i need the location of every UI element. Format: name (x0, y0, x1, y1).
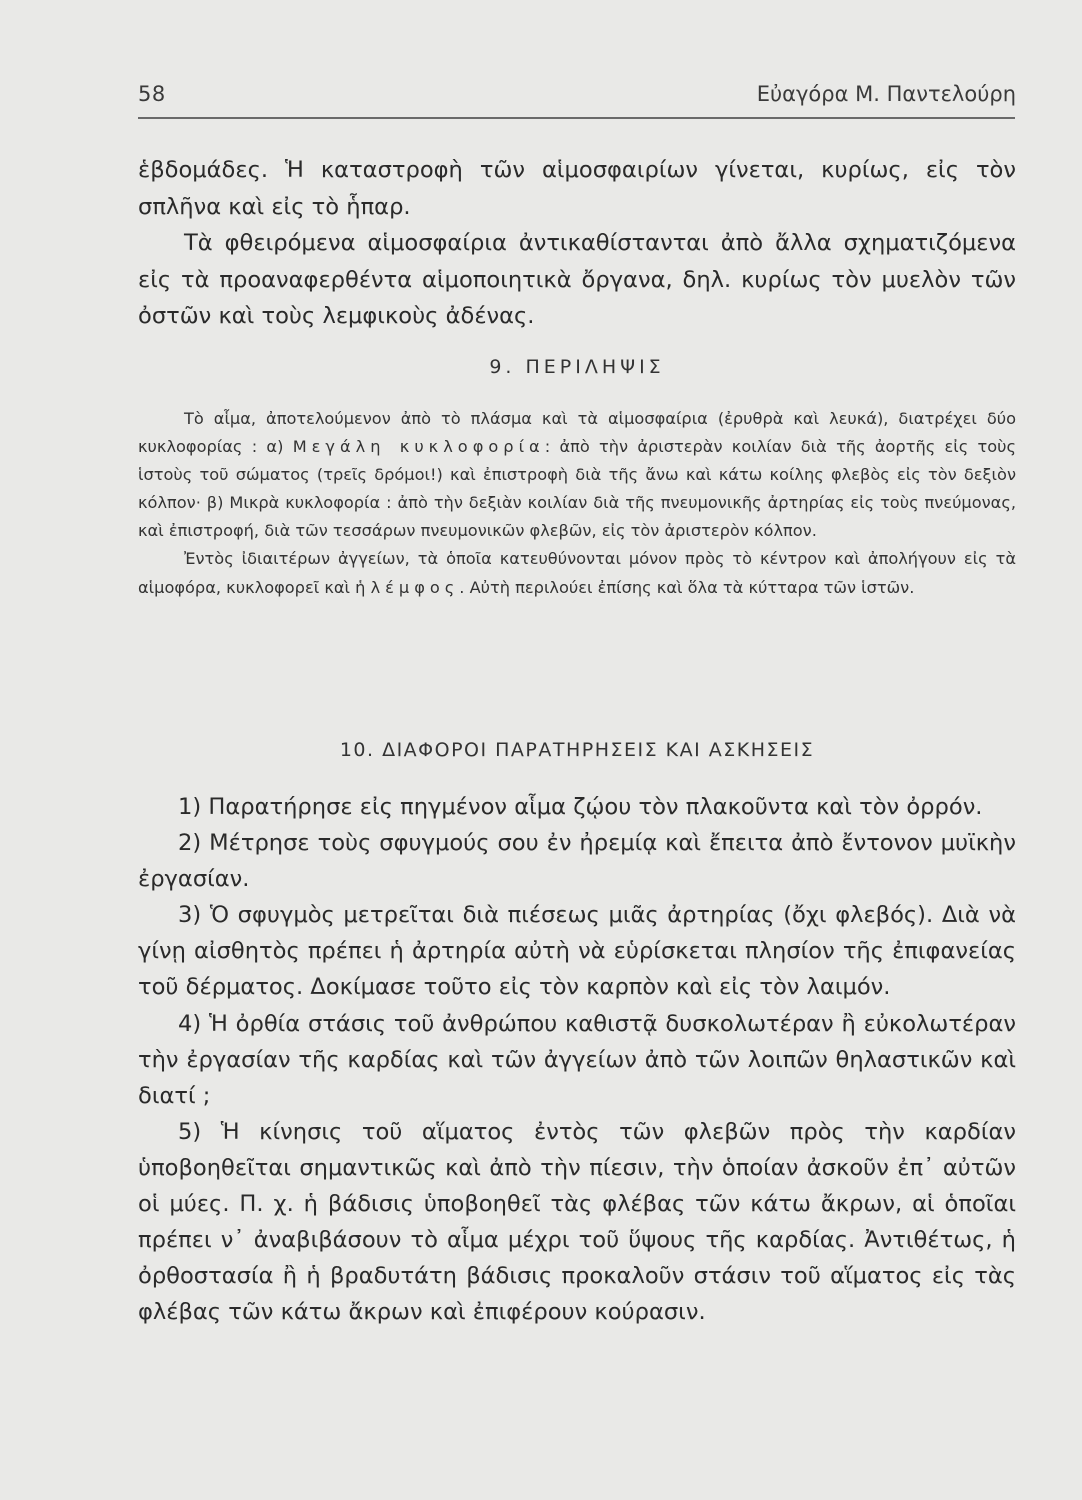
page-header (138, 80, 1016, 114)
summary-p2-start: Ἐντὸς ἰδιαιτέρων ἀγγείων, τὰ ὁποῖα κατευθύνονται μόνον πρὸς τὸ κέντρον καὶ ἀπολήγουν εἰς τὰ αἱμοφόρα, κυκλοφορεῖ καὶ ἡ (138, 549, 1016, 597)
summary-p2-spaced-term: λέμφος (370, 577, 460, 597)
summary-paragraph-1 (138, 405, 1016, 545)
exercise-item-5: 5) Ἡ κίνησις τοῦ αἵματος ἐντὸς τῶν φλεβῶν πρὸς τὴν καρδίαν ὑποβοηθεῖται σημαντικῶς καὶ ἀπὸ τὴν πίεσιν, τὴν ὁποίαν ἀσκοῦν ἐπ᾽ αὐτῶν οἱ μύες. Π. χ. ἡ βάδισις ὑποβοηθεῖ τὰς φλέβας τῶν κάτω ἄκρων, αἱ ὁποῖαι πρέπει ν᾽ ἀναβιβάσουν τὸ αἷμα μέχρι τοῦ ὕψους τῆς καρδίας. Ἀντιθέτως, ἡ ὀρθοστασία ἢ ἡ βραδυτάτη βάδισις προκαλοῦν στάσιν τοῦ αἵματος εἰς τὰς φλέβας τῶν κάτω ἄκρων καὶ ἐπιφέρουν κούρασιν. (138, 1118, 1016, 1326)
summary-p1-end: : ἀπὸ τὴν ἀριστερὰν κοιλίαν διὰ τῆς ἀορτῆς εἰς τοὺς ἱστοὺς τοῦ σώματος (τρεῖς δρόμοι!) καὶ ἐπιστροφὴ διὰ τῆς ἄνω καὶ κάτω κοίλης φλεβὸς εἰς τὸν δεξιὸν κόλπον· β) Μικρὰ κυκλοφορία : ἀπὸ τὴν δεξιὰν κοιλίαν διὰ τῆς πνευμονικῆς ἀρτηρίας εἰς τοὺς πνεύμονας, καὶ ἐπιστροφή, διὰ τῶν τεσσάρων πνευμονικῶν φλεβῶν, εἰς τὸν ἀριστερὸν κόλπον. (138, 437, 1017, 541)
intro-text (138, 152, 1016, 335)
exercise-item-2: 2) Μέτρησε τοὺς σφυγμούς σου ἐν ἠρεμίᾳ καὶ ἔπειτα ἀπὸ ἔντονον μυϊκὴν ἐργασίαν. (138, 830, 1016, 893)
summary-text (138, 405, 1016, 602)
exercise-item-3: 3) Ὁ σφυγμὸς μετρεῖται διὰ πιέσεως μιᾶς ἀρτηρίας (ὄχι φλεβός). Διὰ νὰ γίνῃ αἰσθητὸς πρέπει ἡ ἀρτηρία αὐτὴ νὰ εὑρίσκεται πλησίον τῆς ἐπιφανείας τοῦ δέρματος. Δοκίμασε τοῦτο εἰς τὸν καρπὸν καὶ εἰς τὸν λαιμόν. (138, 902, 1016, 1001)
page-number: 58 (138, 82, 166, 106)
summary-p1-spaced-term: Μεγάλη κυκλοφορία (292, 437, 545, 457)
running-head: Εὐαγόρα Μ. Παντελούρη (756, 82, 1016, 106)
section-9-heading: 9. ΠΕΡΙΛΗΨΙΣ (489, 356, 665, 378)
intro-paragraph-1: ἑβδομάδες. Ἡ καταστροφὴ τῶν αἱμοσφαιρίων γίνεται, κυρίως, εἰς τὸν σπλῆνα καὶ εἰς τὸ ἧπαρ. (138, 157, 1016, 220)
exercise-item-4: 4) Ἡ ὀρθία στάσις τοῦ ἀνθρώπου καθιστᾷ δυσκολωτέραν ἢ εὐκολωτέραν τὴν ἐργασίαν τῆς καρδίας καὶ τῶν ἀγγείων ἀπὸ τῶν λοιπῶν θηλαστικῶν καὶ διατί ; (138, 1010, 1016, 1109)
summary-p2-end: . Αὐτὴ περιλούει ἐπίσης καὶ ὅλα τὰ κύτταρα τῶν ἱστῶν. (459, 577, 915, 597)
summary-p1-start: Τὸ αἷμα, ἀποτελούμενον ἀπὸ τὸ πλάσμα καὶ τὰ αἱμοσφαίρια (ἐρυθρὰ καὶ λευκά), διατρέχει δύο κυκλοφορίας : α) (138, 409, 1016, 457)
intro-paragraph-2: Τὰ φθειρόμενα αἱμοσφαίρια ἀντικαθίστανται ἀπὸ ἄλλα σχηματιζόμενα εἰς τὰ προαναφερθέντα αἱμοποιητικὰ ὄργανα, δηλ. κυρίως τὸν μυελὸν τῶν ὀστῶν καὶ τοὺς λεμφικοὺς ἀδένας. (138, 230, 1016, 330)
header-rule (138, 117, 1015, 119)
summary-paragraph-2 (138, 545, 1016, 601)
section-10-heading: 10. ΔΙΑΦΟΡΟΙ ΠΑΡΑΤΗΡΗΣΕΙΣ ΚΑΙ ΑΣΚΗΣΕΙΣ (339, 739, 815, 761)
exercise-item-1: 1) Παρατήρησε εἰς πηγμένον αἷμα ζῴου τὸν πλακοῦντα καὶ τὸν ὀρρόν. (178, 794, 983, 820)
exercises-list (138, 789, 1016, 1330)
